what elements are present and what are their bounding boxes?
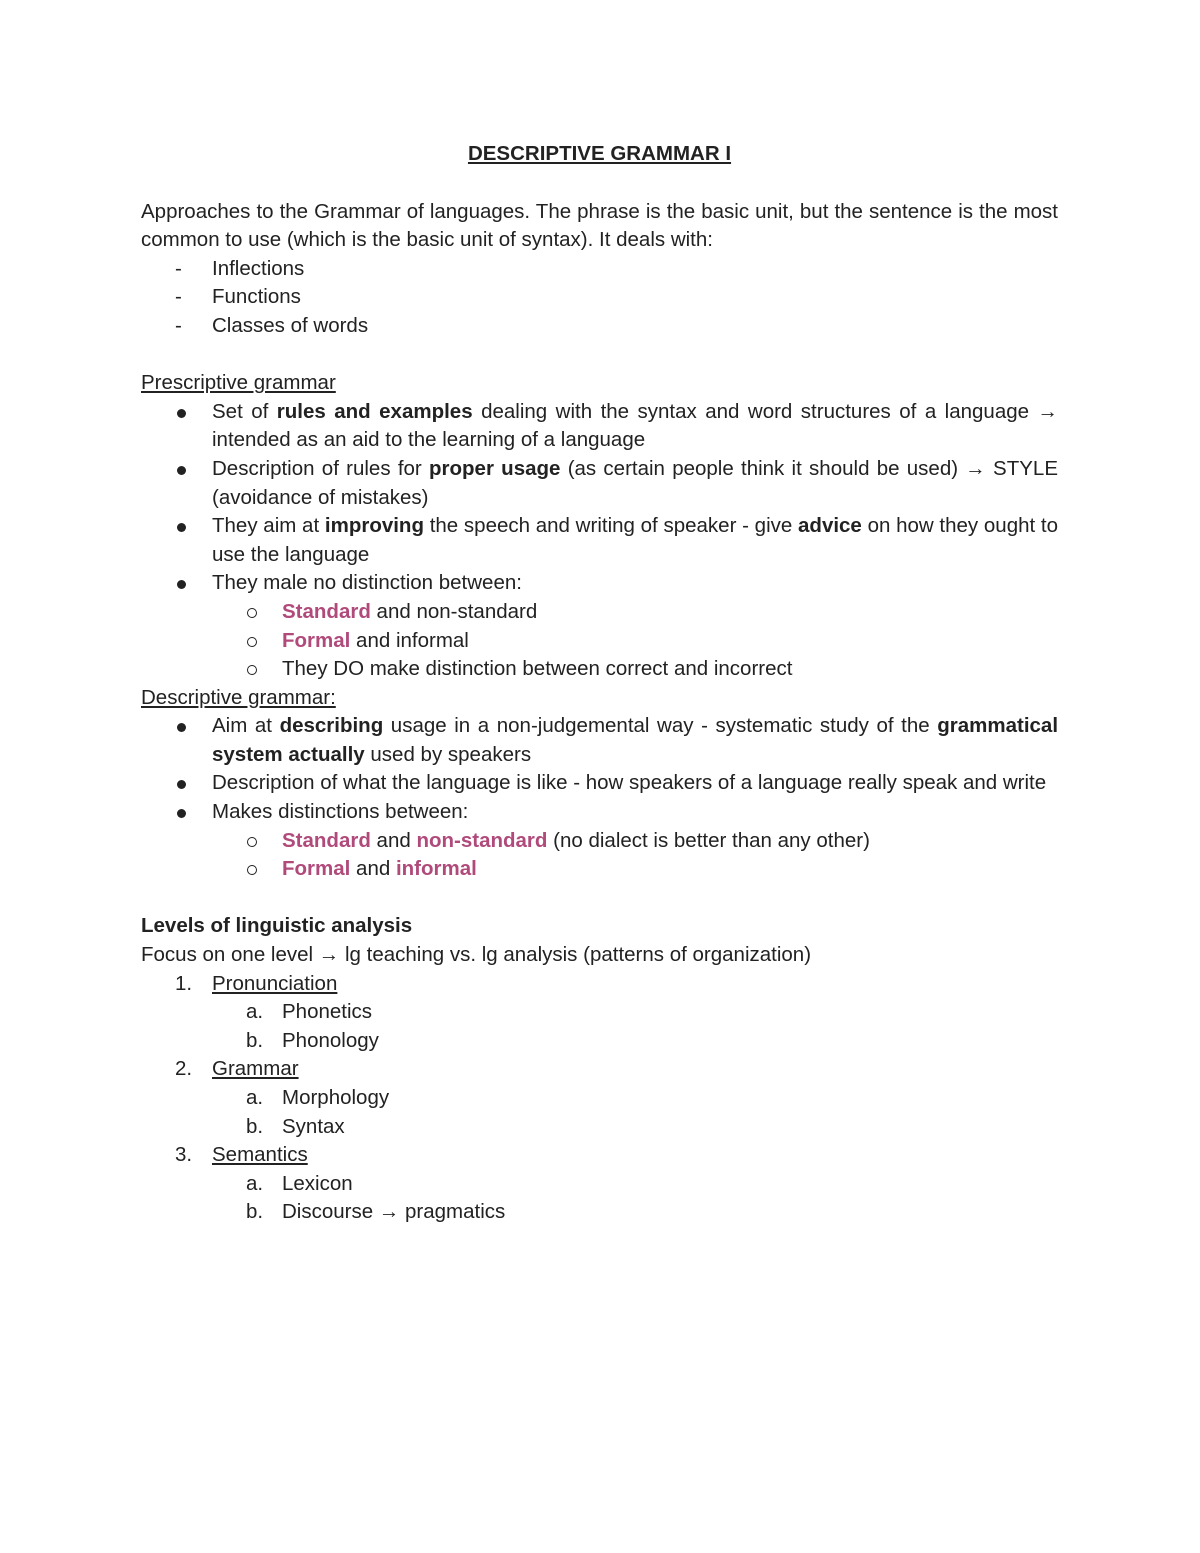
numbered-item: 3. Semantics: [175, 1143, 308, 1167]
sub-list-item: They DO make distinction between correct and incorrect: [141, 655, 1058, 684]
document-body: [141, 140, 1058, 1227]
list-item: Set of rules and examples dealing with the syntax and word structures of a language → intended as an aid to the learning of a language: [141, 398, 1058, 455]
spacer: [141, 341, 1058, 370]
lettered-item: a. Phonetics: [246, 1000, 373, 1024]
bullet-circle-icon: [247, 865, 257, 875]
document-title: DESCRIPTIVE GRAMMAR I: [467, 142, 732, 165]
lettered-item: a. Morphology: [246, 1086, 390, 1109]
list-item: They male no distinction between:: [141, 569, 1058, 598]
lettered-item: b. Discourse → pragmatics: [246, 1200, 506, 1224]
bullet-dot-icon: [177, 466, 186, 475]
bullet-dot-icon: [177, 580, 186, 589]
sub-list-item: Formal and informal: [141, 627, 1058, 656]
prescriptive-list: [141, 398, 1058, 684]
list-item: - Functions: [141, 283, 1058, 312]
dash-marker: -: [175, 256, 182, 280]
list-item: They aim at improving the speech and writing of speaker - give advice on how they ought to use the language: [141, 512, 1058, 569]
list-item: - Inflections: [141, 255, 1058, 284]
list-item: Description of rules for proper usage (as certain people think it should be used) → STYLE (avoidance of mistakes): [141, 455, 1058, 512]
dash-marker: -: [175, 285, 182, 309]
descriptive-list: [141, 712, 1058, 884]
bullet-dot-icon: [177, 409, 186, 418]
list-item: Description of what the language is like - how speakers of a language really speak and write: [141, 769, 1058, 798]
sub-list-item: Standard and non-standard: [141, 598, 1058, 627]
bullet-dot-icon: [177, 780, 186, 789]
list-item: Makes distinctions between:: [141, 798, 1058, 827]
descriptive-heading: Descriptive grammar:: [141, 685, 336, 709]
bullet-dot-icon: [177, 809, 186, 818]
bullet-circle-icon: [247, 608, 257, 618]
lettered-item: a. Lexicon: [246, 1171, 353, 1195]
list-item: - Classes of words: [141, 312, 1058, 341]
intro-list: [141, 255, 1058, 341]
numbered-item: 2. Grammar: [175, 1057, 299, 1081]
dash-marker: -: [175, 313, 182, 337]
bullet-circle-icon: [247, 837, 257, 847]
list-item: Aim at describing usage in a non-judgemental way - systematic study of the grammatical system actually used by speakers: [141, 712, 1058, 769]
prescriptive-heading: Prescriptive grammar: [141, 371, 336, 395]
bullet-dot-icon: [177, 523, 186, 532]
numbered-item: 1. Pronunciation: [175, 971, 338, 995]
levels-subtitle: Focus on one level → lg teaching vs. lg analysis (patterns of organization): [141, 943, 812, 967]
bullet-dot-icon: [177, 723, 186, 732]
lettered-item: b. Phonology: [246, 1028, 379, 1052]
bullet-circle-icon: [247, 665, 257, 675]
sub-list-item: Formal and informal: [141, 855, 1058, 884]
spacer: [141, 169, 1058, 198]
bullet-circle-icon: [247, 637, 257, 647]
lettered-item: b. Syntax: [246, 1114, 345, 1138]
levels-list: [141, 970, 1058, 1227]
intro-paragraph: Approaches to the Grammar of languages. The phrase is the basic unit, but the sentence is the most common to use (which is the basic unit of syntax). It deals with:: [141, 199, 1058, 252]
levels-heading: Levels of linguistic analysis: [141, 914, 413, 938]
sub-list-item: Standard and non-standard (no dialect is better than any other): [141, 827, 1058, 856]
spacer: [141, 884, 1058, 913]
